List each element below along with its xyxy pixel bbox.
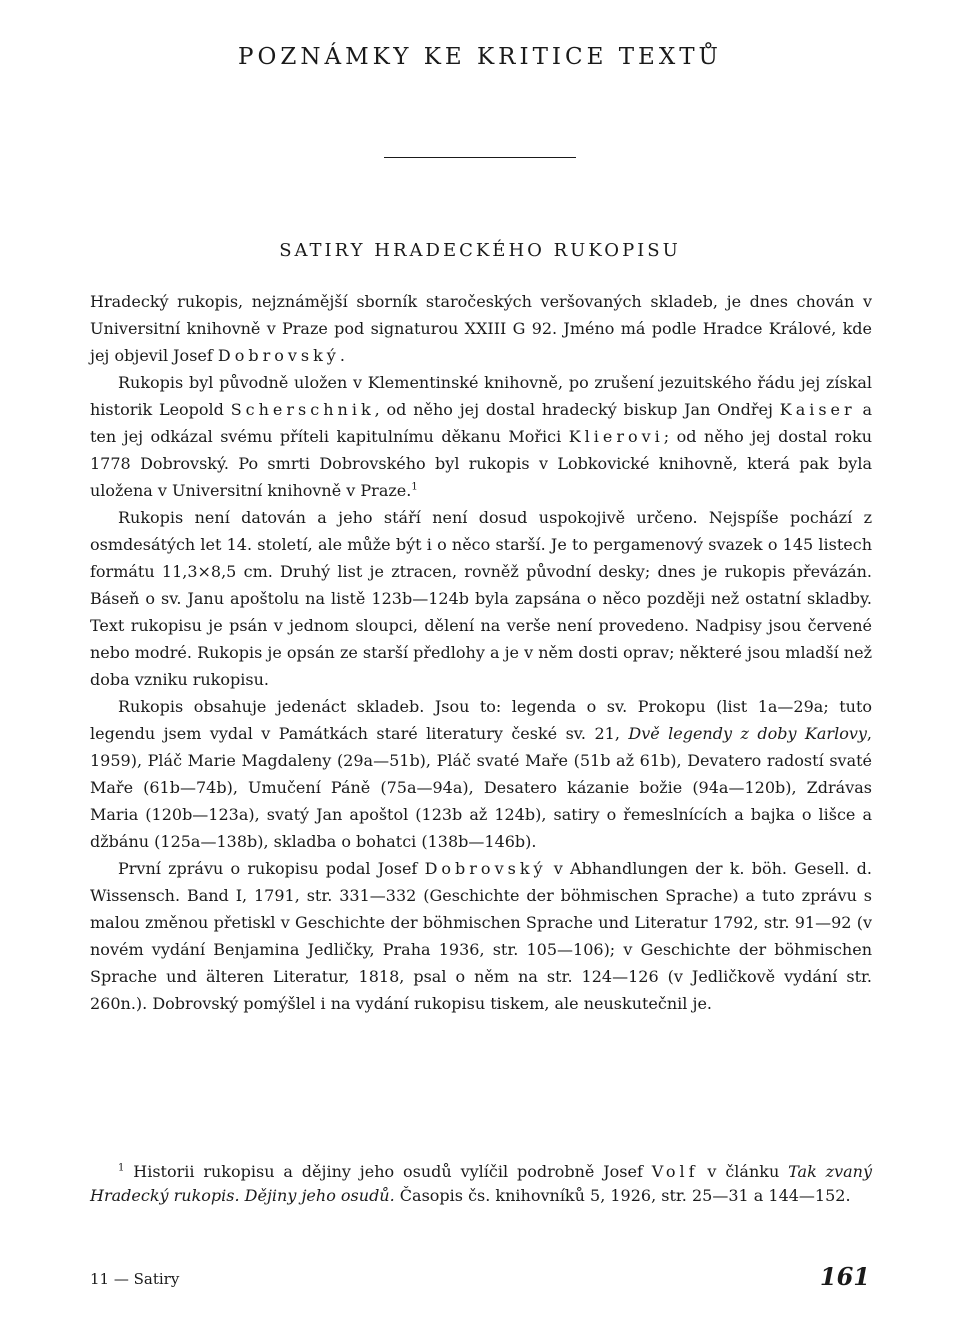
divider-rule: [384, 157, 576, 158]
text-span: , 1959), Pláč Marie Magdaleny (29a—51b), Pláč svaté Maře (51b až 61b), Devatero radostí svaté Maře (61b—74b), Umučení Páně (75a—94a), Desatero kázanie božie (94a—120b), Zdrávas Maria (120b—123a), svatý Jan apoštol (123b až 124b), satiry o řemeslnících a bajka o lišce a džbánu (125a—138b), skladba o bohatci (138b—146b).: [90, 724, 872, 851]
spaced-name: Dobrovský: [217, 346, 340, 365]
footnote-mark: 1: [118, 1162, 125, 1174]
text-span: První zprávu o rukopisu podal Josef: [118, 859, 425, 878]
paragraph-3: Rukopis není datován a jeho stáří není dosud uspokojivě určeno. Nejspíše pochází z osmdesátých let 14. století, ale může být i o něco starší. Je to pergamenový svazek o 145 listech formátu 11,3×8,5 cm. Druhý list je ztracen, rovněž původní desky; dnes je rukopis převázán. Báseň o sv. Janu apoštolu na listě 123b—124b byla zapsána o něco později než ostatní skladby. Text rukopisu je psán v jednom sloupci, dělení na verše není provedeno. Nadpisy jsou červené nebo modré. Rukopis je opsán ze starší předlohy a je v něm dosti oprav; některé jsou mladší než doba vzniku rukopisu.: [90, 508, 872, 689]
text-span: Hradecký rukopis, nejznámější sborník staročeských veršovaných skladeb, je dnes chován v Universitní knihovně v Praze pod signaturou XXIII G 92. Jméno má podle Hradce Králové, kde jej objevil Josef: [90, 292, 872, 365]
italic-title: Dvě legendy z doby Karlovy: [628, 724, 867, 743]
text-span: ; od něho jej dostal roku 1778 Dobrovský. Po smrti Dobrovského byl rukopis v Lobkovické knihovně, která pak byla uložena v Universitní knihovně v Praze.: [90, 427, 872, 500]
text-span: Časopis čs. knihovníků 5, 1926, str. 25—31 a 144—152.: [394, 1186, 851, 1205]
italic-title: Tak zvaný Hradecký rukopis. Dějiny jeho osudů.: [90, 1162, 873, 1205]
page-number: 161: [819, 1262, 870, 1291]
section-title: SATIRY HRADECKÉHO RUKOPISU: [279, 240, 681, 261]
footnote-ref[interactable]: 1: [411, 481, 418, 493]
text-span: Historii rukopisu a dějiny jeho osudů vylíčil podrobně Josef: [124, 1162, 652, 1181]
footnote-text: [90, 1160, 872, 1208]
spaced-name: Dobrovský: [424, 859, 547, 878]
main-text: [90, 288, 872, 1017]
paragraph-2: [90, 369, 872, 504]
text-span: , od něho jej dostal hradecký biskup Jan Ondřej: [374, 400, 780, 419]
text-span: v článku: [698, 1162, 789, 1181]
signature-mark: 11 — Satiry: [90, 1270, 180, 1288]
paragraph-5: [90, 855, 872, 1017]
text-span: .: [339, 346, 345, 365]
spaced-name: Volf: [651, 1162, 699, 1181]
text-span: Rukopis obsahuje jedenáct skladeb. Jsou to: legenda o sv. Prokopu (list 1a—29a; tuto legendu jsem vydal v Památkách staré literatury české sv. 21,: [90, 697, 872, 743]
paragraph-1: [90, 288, 872, 369]
spaced-name: Klierovi: [568, 427, 664, 446]
text-span: v Abhandlungen der k. böh. Gesell. d. Wissensch. Band I, 1791, str. 331—332 (Geschichte der böhmischen Sprache) a tuto zprávu s malou změnou přetiskl v Geschichte der böhmischen Sprache und Literatur 1792, str. 91—92 (v novém vydání Benjamina Jedličky, Praha 1936, str. 105—106); v Geschichte der böhmischen Sprache und älteren Literatur, 1818, psal o něm na str. 124—126 (v Jedličkově vydání str. 260n.). Dobrovský pomýšlel i na vydání rukopisu tiskem, ale neuskutečnil je.: [90, 859, 872, 1013]
spaced-name: Kaiser: [779, 400, 856, 419]
running-head: POZNÁMKY KE KRITICE TEXTŮ: [238, 44, 722, 70]
footnote: [90, 1160, 872, 1208]
paragraph-4: [90, 693, 872, 855]
text-span: a ten jej odkázal svému příteli kapitulnímu děkanu Mořici: [90, 400, 873, 446]
text-span: Rukopis byl původně uložen v Klementinské knihovně, po zrušení jezuitského řádu jej získal historik Leopold: [90, 373, 872, 419]
spaced-name: Scherschnik: [230, 400, 375, 419]
